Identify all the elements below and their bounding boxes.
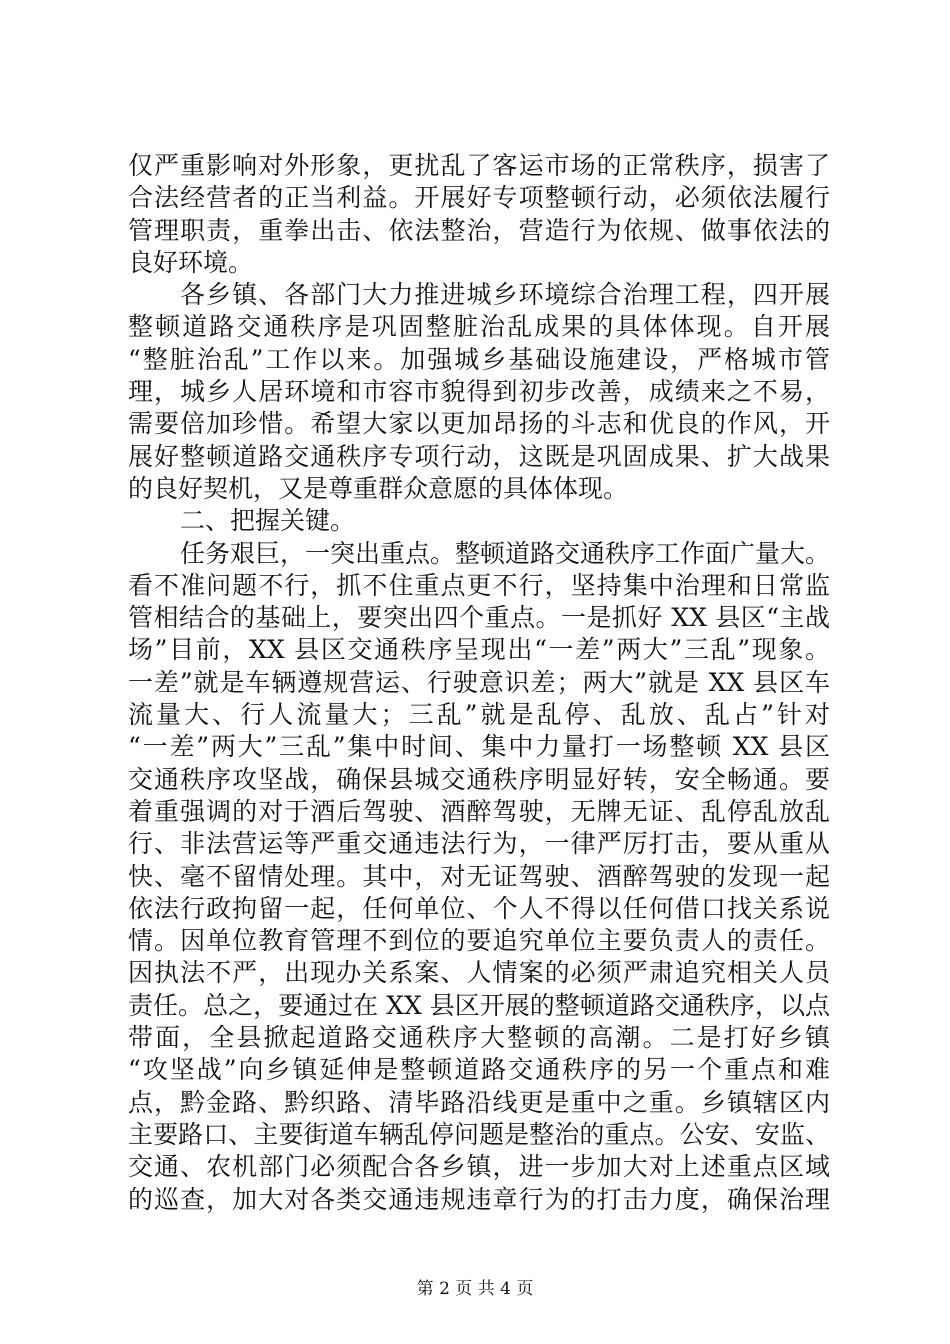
text-line: 的良好契机，又是尊重群众意愿的具体体现。 [128, 473, 629, 503]
text-line: 带面，全县掀起道路交通秩序大整顿的高潮。二是打好乡镇 [128, 1023, 830, 1053]
text-line: 着重强调的对于酒后驾驶、酒醉驾驶，无牌无证、乱停乱放乱 [128, 796, 830, 826]
text-line: 理，城乡人居环境和市容市貌得到初步改善，成绩来之不易， [128, 377, 830, 407]
section-heading: 二、把握关键。 [180, 506, 356, 536]
text-line: 流量大、行人流量大；三乱”就是乱停、乱放、乱占”针对 [128, 700, 830, 730]
text-line: 一差”就是车辆遵规营运、行驶意识差；两大”就是 XX 县区车 [128, 667, 830, 697]
text-line: 需要倍加珍惜。希望大家以更加昂扬的斗志和优良的作风，开 [128, 409, 830, 439]
text-line: 主要路口、主要街道车辆乱停问题是整治的重点。公安、安监、 [128, 1119, 830, 1149]
text-line: 各乡镇、各部门大力推进城乡环境综合治理工程，四开展 [180, 280, 830, 310]
text-line: 行、非法营运等严重交通违法行为，一律严厉打击，要从重从 [128, 829, 830, 859]
text-line: 依法行政拘留一起，任何单位、个人不得以任何借口找关系说 [128, 893, 830, 923]
text-line: 看不准问题不行，抓不住重点更不行，坚持集中治理和日常监 [128, 570, 830, 600]
text-line: 管理职责，重拳出击、依法整治，营造行为依规、做事依法的 [128, 215, 830, 245]
text-line: 因执法不严，出现办关系案、人情案的必须严肃追究相关人员 [128, 958, 830, 988]
text-line: 任务艰巨，一突出重点。整顿道路交通秩序工作面广量大。 [180, 538, 830, 568]
text-line: 点，黔金路、黔织路、清毕路沿线更是重中之重。乡镇辖区内 [128, 1087, 830, 1117]
text-line: 良好环境。 [128, 247, 254, 277]
text-line: 整顿道路交通秩序是巩固整脏治乱成果的具体体现。自开展 [128, 312, 830, 342]
text-line: 合法经营者的正当利益。开展好专项整顿行动，必须依法履行 [128, 183, 830, 213]
text-line: 责任。总之，要通过在 XX 县区开展的整顿道路交通秩序，以点 [128, 990, 830, 1020]
text-line: “攻坚战”向乡镇延伸是整顿道路交通秩序的另一个重点和难 [128, 1055, 830, 1085]
text-line: “整脏治乱”工作以来。加强城乡基础设施建设，严格城市管 [128, 344, 830, 374]
text-line: 快、毫不留情处理。其中，对无证驾驶、酒醉驾驶的发现一起 [128, 861, 830, 891]
page-number-footer: 第 2 页 共 4 页 [416, 1279, 534, 1299]
text-line: 交通秩序攻坚战，确保县城交通秩序明显好转，安全畅通。要 [128, 764, 830, 794]
text-line: “一差”两大”三乱”集中时间、集中力量打一场整顿 XX 县区 [128, 732, 830, 762]
text-line: 管相结合的基础上，要突出四个重点。一是抓好 XX 县区“主战 [128, 603, 830, 633]
body-text [128, 150, 830, 1216]
text-line: 场”目前，XX 县区交通秩序呈现出“一差”两大”三乱”现象。 [128, 635, 830, 665]
text-line: 仅严重影响对外形象，更扰乱了客运市场的正常秩序，损害了 [128, 151, 830, 180]
text-line: 情。因单位教育管理不到位的要追究单位主要负责人的责任。 [128, 926, 830, 956]
text-line: 交通、农机部门必须配合各乡镇，进一步加大对上述重点区域 [128, 1152, 830, 1182]
text-line: 展好整顿道路交通秩序专项行动，这既是巩固成果、扩大战果 [128, 441, 830, 471]
text-line: 的巡查，加大对各类交通违规违章行为的打击力度，确保治理 [128, 1184, 830, 1214]
